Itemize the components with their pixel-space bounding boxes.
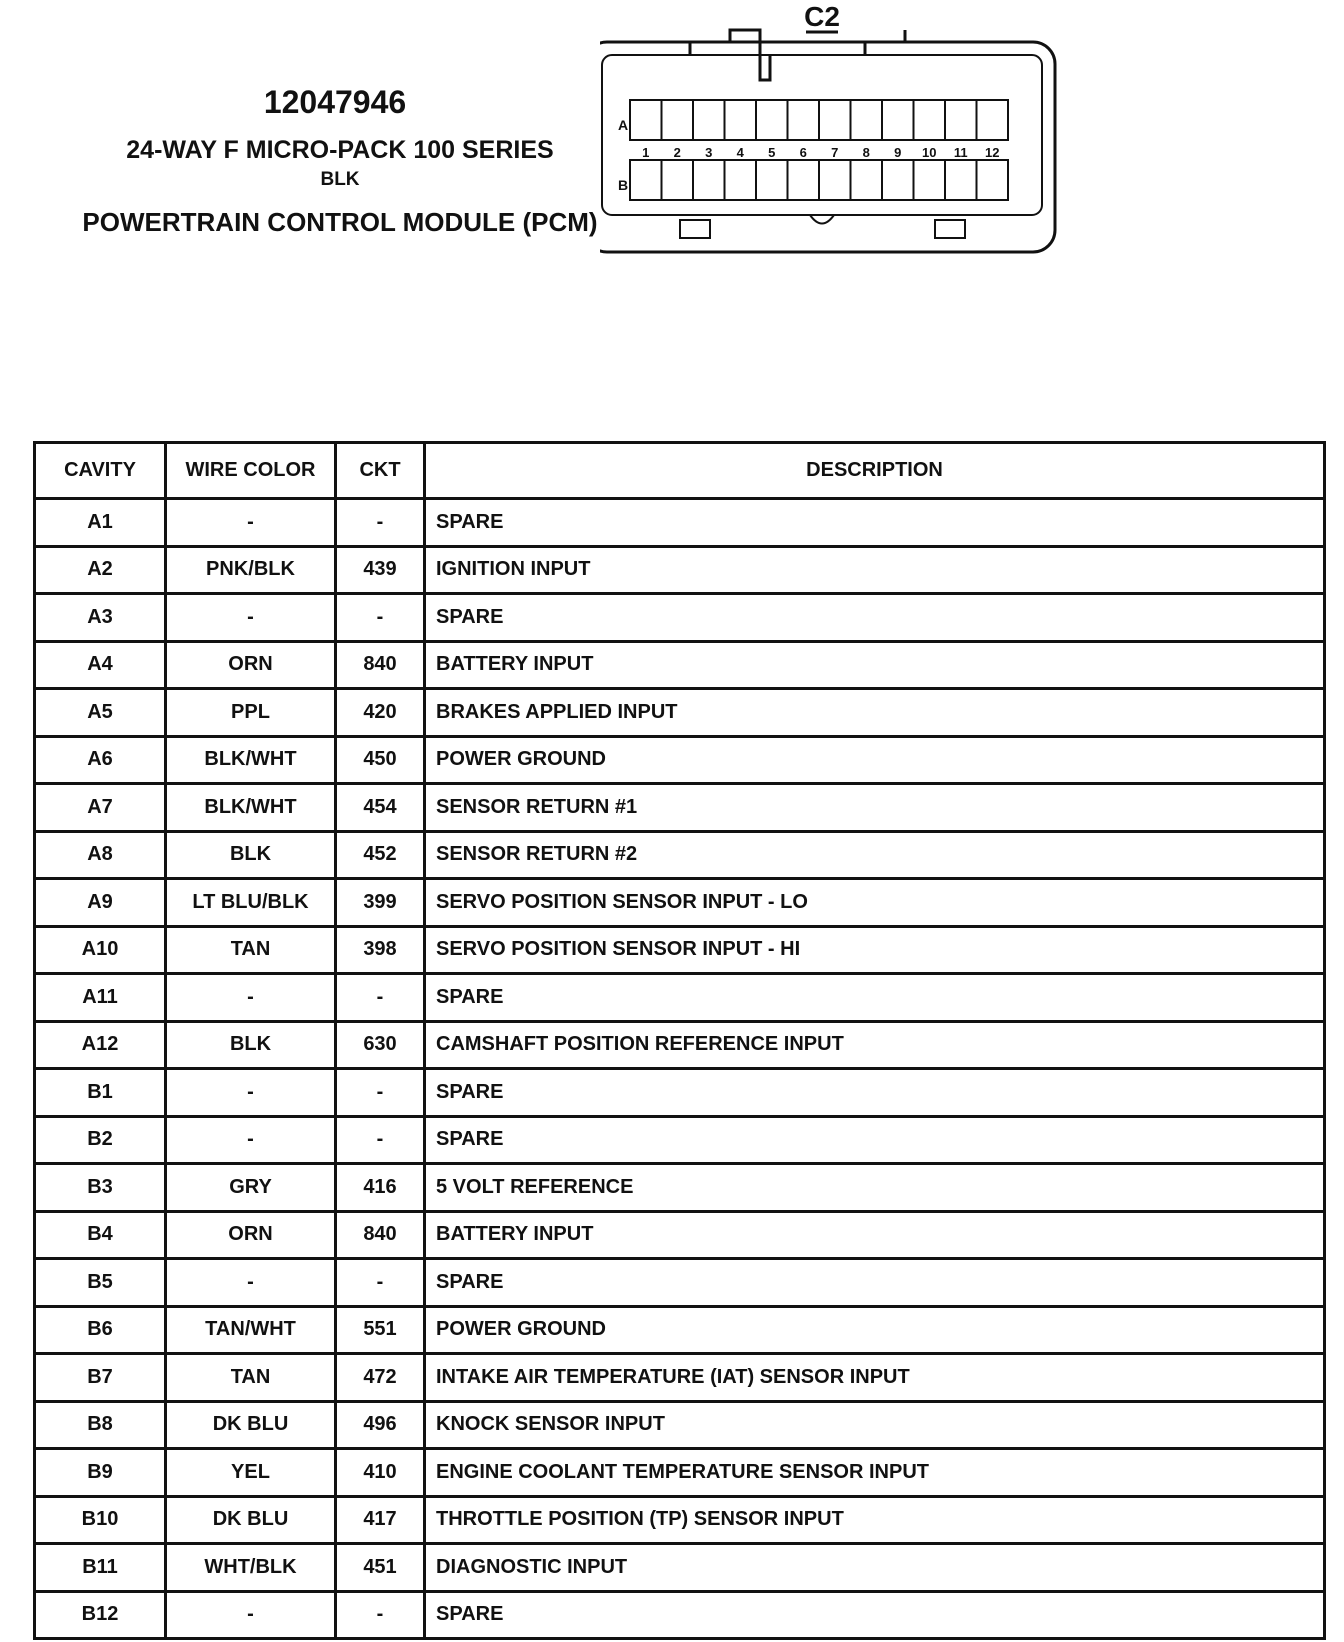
description-cell: SPARE (425, 1591, 1325, 1639)
table-row (35, 736, 1325, 784)
description-cell: POWER GROUND (425, 1306, 1325, 1354)
description-cell: THROTTLE POSITION (TP) SENSOR INPUT (425, 1496, 1325, 1544)
keyway (810, 215, 834, 224)
wire-color-cell: PPL (166, 689, 336, 737)
cavity-cell: B2 (35, 1116, 166, 1164)
description-cell: SERVO POSITION SENSOR INPUT - LO (425, 879, 1325, 927)
ckt-cell: 416 (336, 1164, 425, 1212)
table-row (35, 546, 1325, 594)
cavity-number: 7 (831, 145, 839, 160)
wire-color-cell: - (166, 1591, 336, 1639)
description-cell: CAMSHAFT POSITION REFERENCE INPUT (425, 1021, 1325, 1069)
table-row (35, 594, 1325, 642)
cavity-cell: B12 (35, 1591, 166, 1639)
cavity-cell: A2 (35, 546, 166, 594)
table-row (35, 1591, 1325, 1639)
description-cell: POWER GROUND (425, 736, 1325, 784)
cavity-b-11 (945, 160, 977, 200)
cavity-a-10 (914, 100, 946, 140)
ckt-cell: - (336, 1591, 425, 1639)
cavity-number: 3 (705, 145, 713, 160)
wire-color-cell: - (166, 594, 336, 642)
connector-label: C2 (804, 1, 840, 32)
connector-diagram (600, 0, 1120, 280)
wire-color-cell: TAN (166, 926, 336, 974)
ckt-cell: 630 (336, 1021, 425, 1069)
ckt-cell: 420 (336, 689, 425, 737)
ckt-cell: - (336, 974, 425, 1022)
description-cell: SPARE (425, 594, 1325, 642)
wire-color-cell: ORN (166, 1211, 336, 1259)
table-row (35, 1354, 1325, 1402)
wire-color-cell: PNK/BLK (166, 546, 336, 594)
lock-tab-right (935, 220, 965, 238)
table-row (35, 641, 1325, 689)
table-row (35, 1211, 1325, 1259)
table-row (35, 831, 1325, 879)
wire-color-cell: TAN (166, 1354, 336, 1402)
module-name: POWERTRAIN CONTROL MODULE (PCM) (82, 207, 598, 237)
wire-color-cell: YEL (166, 1449, 336, 1497)
wire-color-cell: BLK (166, 1021, 336, 1069)
cavity-number: 9 (894, 145, 902, 160)
wire-color-cell: DK BLU (166, 1496, 336, 1544)
cavity-cell: A1 (35, 499, 166, 547)
cavity-cell: B3 (35, 1164, 166, 1212)
description-cell: INTAKE AIR TEMPERATURE (IAT) SENSOR INPUT (425, 1354, 1325, 1402)
wire-color-cell: - (166, 1116, 336, 1164)
cavity-a-2 (662, 100, 694, 140)
cavity-number: 4 (736, 145, 744, 160)
table-row (35, 1116, 1325, 1164)
ckt-cell: 452 (336, 831, 425, 879)
description-cell: SENSOR RETURN #2 (425, 831, 1325, 879)
cavity-cell: A4 (35, 641, 166, 689)
wire-color-cell: - (166, 1069, 336, 1117)
wire-color-cell: BLK/WHT (166, 736, 336, 784)
description-cell: 5 VOLT REFERENCE (425, 1164, 1325, 1212)
table-row (35, 689, 1325, 737)
cavity-cell: A12 (35, 1021, 166, 1069)
lock-tab-left (680, 220, 710, 238)
cavity-number: 1 (642, 145, 650, 160)
cavity-cell: B7 (35, 1354, 166, 1402)
cavity-number: 10 (922, 145, 937, 160)
cavity-a-7 (819, 100, 851, 140)
ckt-cell: 451 (336, 1544, 425, 1592)
description-cell: KNOCK SENSOR INPUT (425, 1401, 1325, 1449)
ckt-cell: 399 (336, 879, 425, 927)
header-wire-color: WIRE COLOR (166, 443, 336, 499)
wire-color-cell: - (166, 974, 336, 1022)
description-cell: DIAGNOSTIC INPUT (425, 1544, 1325, 1592)
wire-color-cell: BLK (166, 831, 336, 879)
header-cavity: CAVITY (35, 443, 166, 499)
row-b-label: B (618, 177, 629, 193)
row-b-cavities (630, 160, 1008, 200)
wire-color-cell: ORN (166, 641, 336, 689)
ckt-cell: - (336, 1259, 425, 1307)
cavity-number: 12 (985, 145, 1000, 160)
table-row (35, 1164, 1325, 1212)
ckt-cell: 472 (336, 1354, 425, 1402)
cavity-b-4 (725, 160, 757, 200)
cavity-cell: B4 (35, 1211, 166, 1259)
ckt-cell: - (336, 1116, 425, 1164)
ckt-cell: 454 (336, 784, 425, 832)
cavity-b-5 (756, 160, 788, 200)
description-cell: SPARE (425, 1116, 1325, 1164)
wire-color-cell: DK BLU (166, 1401, 336, 1449)
description-cell: BATTERY INPUT (425, 641, 1325, 689)
wire-color-cell: GRY (166, 1164, 336, 1212)
ckt-cell: 551 (336, 1306, 425, 1354)
description-cell: IGNITION INPUT (425, 546, 1325, 594)
table-header-row (35, 443, 1325, 499)
ckt-cell: - (336, 1069, 425, 1117)
cavity-cell: A10 (35, 926, 166, 974)
cavity-cell: B10 (35, 1496, 166, 1544)
table-row (35, 1544, 1325, 1592)
ckt-cell: 840 (336, 1211, 425, 1259)
table-row (35, 1021, 1325, 1069)
table-row (35, 926, 1325, 974)
description-cell: SPARE (425, 499, 1325, 547)
cavity-number: 6 (799, 145, 807, 160)
cavity-a-5 (756, 100, 788, 140)
wire-color-cell: WHT/BLK (166, 1544, 336, 1592)
row-a-label: A (618, 117, 629, 133)
description-cell: SPARE (425, 1069, 1325, 1117)
wire-color-cell: LT BLU/BLK (166, 879, 336, 927)
ckt-cell: 398 (336, 926, 425, 974)
connector-series: 24-WAY F MICRO-PACK 100 SERIES (126, 136, 554, 164)
description-cell: ENGINE COOLANT TEMPERATURE SENSOR INPUT (425, 1449, 1325, 1497)
cavity-cell: B5 (35, 1259, 166, 1307)
cavity-a-8 (851, 100, 883, 140)
ckt-cell: 450 (336, 736, 425, 784)
table-row (35, 1496, 1325, 1544)
cavity-cell: B11 (35, 1544, 166, 1592)
wire-color-cell: TAN/WHT (166, 1306, 336, 1354)
cavity-b-7 (819, 160, 851, 200)
cavity-cell: A3 (35, 594, 166, 642)
cavity-b-8 (851, 160, 883, 200)
wire-color-cell: - (166, 499, 336, 547)
description-cell: SERVO POSITION SENSOR INPUT - HI (425, 926, 1325, 974)
cavity-cell: A6 (35, 736, 166, 784)
description-cell: SPARE (425, 1259, 1325, 1307)
description-cell: SENSOR RETURN #1 (425, 784, 1325, 832)
table-row (35, 1259, 1325, 1307)
wire-color-cell: BLK/WHT (166, 784, 336, 832)
cavity-cell: B1 (35, 1069, 166, 1117)
cavity-a-9 (882, 100, 914, 140)
pinout-table (33, 441, 1326, 1640)
cavity-b-9 (882, 160, 914, 200)
cavity-cell: A8 (35, 831, 166, 879)
ckt-cell: - (336, 499, 425, 547)
cavity-cell: B6 (35, 1306, 166, 1354)
cavity-cell: A9 (35, 879, 166, 927)
table-row (35, 784, 1325, 832)
cavity-b-12 (977, 160, 1009, 200)
cavity-b-6 (788, 160, 820, 200)
table-row (35, 1069, 1325, 1117)
ckt-cell: 496 (336, 1401, 425, 1449)
cavity-a-1 (630, 100, 662, 140)
cavity-cell: A5 (35, 689, 166, 737)
cavity-b-10 (914, 160, 946, 200)
header-ckt: CKT (336, 443, 425, 499)
table-row (35, 879, 1325, 927)
cavity-number: 2 (673, 145, 681, 160)
cavity-a-11 (945, 100, 977, 140)
ckt-cell: 439 (336, 546, 425, 594)
cavity-numbers (642, 145, 999, 160)
cavity-a-4 (725, 100, 757, 140)
table-row (35, 499, 1325, 547)
cavity-a-6 (788, 100, 820, 140)
wire-color-cell: - (166, 1259, 336, 1307)
table-row (35, 974, 1325, 1022)
row-a-cavities (630, 100, 1008, 140)
description-cell: BATTERY INPUT (425, 1211, 1325, 1259)
connector-color: BLK (320, 169, 360, 190)
table-row (35, 1306, 1325, 1354)
cavity-number: 8 (862, 145, 870, 160)
description-cell: SPARE (425, 974, 1325, 1022)
ckt-cell: 840 (336, 641, 425, 689)
cavity-a-12 (977, 100, 1009, 140)
ckt-cell: 417 (336, 1496, 425, 1544)
cavity-cell: A7 (35, 784, 166, 832)
cavity-b-3 (693, 160, 725, 200)
cavity-cell: B9 (35, 1449, 166, 1497)
cavity-number: 5 (768, 145, 776, 160)
cavity-cell: B8 (35, 1401, 166, 1449)
ckt-cell: 410 (336, 1449, 425, 1497)
table-row (35, 1449, 1325, 1497)
cavity-number: 11 (953, 145, 968, 160)
ckt-cell: - (336, 594, 425, 642)
table-row (35, 1401, 1325, 1449)
header-description: DESCRIPTION (425, 443, 1325, 499)
cavity-a-3 (693, 100, 725, 140)
cavity-b-1 (630, 160, 662, 200)
cavity-cell: A11 (35, 974, 166, 1022)
part-number: 12047946 (263, 84, 407, 120)
cavity-b-2 (662, 160, 694, 200)
description-cell: BRAKES APPLIED INPUT (425, 689, 1325, 737)
